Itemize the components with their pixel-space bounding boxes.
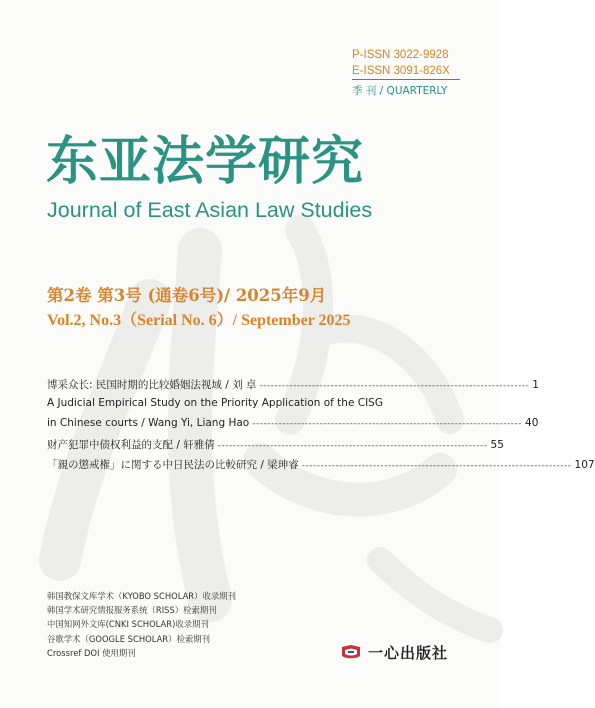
indexing-item: 谷歌学术（GOOGLE SCHOLAR）检索期刊 — [47, 633, 210, 644]
publication-frequency: 季 刊 / QUARTERLY — [352, 85, 448, 97]
publisher-name: 一心出版社 — [368, 644, 449, 662]
issn-block — [352, 47, 460, 99]
indexing-item: Crossref DOI 使用期刊 — [47, 647, 136, 658]
print-issn: P-ISSN 3022-9928 — [352, 49, 449, 61]
toc-entry-page: 107 — [574, 459, 595, 471]
toc-entry[interactable] — [47, 457, 595, 477]
toc-entry-page: 40 — [525, 417, 539, 429]
toc-entry[interactable] — [47, 377, 539, 397]
toc-leader-dots: ------------------------------------------------------------------------ — [217, 441, 488, 451]
publisher — [340, 642, 448, 663]
toc-entry-title: 「親の懲戒権」に関する中日民法の比較研究 / 梁珅睿 — [47, 459, 299, 471]
indexing-item: 中国知网外文库(CNKI SCHOLAR)收录期刊 — [47, 619, 209, 630]
indexing-item: 韩国学术研究情报服务系统（RISS）检索期刊 — [47, 605, 217, 616]
toc-entry[interactable] — [47, 417, 539, 437]
electronic-issn: E-ISSN 3091-826X — [352, 65, 450, 77]
journal-title-chinese: 东亚法学研究 — [46, 132, 365, 192]
issue-info-english: Vol.2, No.3（Serial No. 6）/ September 2025 — [47, 312, 351, 329]
journal-title-english: Journal of East Asian Law Studies — [47, 198, 373, 222]
toc-entry-page: 55 — [490, 439, 504, 451]
toc-entry-title-line1[interactable]: A Judicial Empirical Study on the Priority Application of the CISG — [47, 397, 383, 409]
toc-leader-dots: ------------------------------------------------------------------------ — [259, 381, 530, 391]
indexing-item: 韩国教保文库学术（KYOBO SCHOLAR）收录期刊 — [47, 591, 237, 601]
issn-divider — [352, 79, 460, 80]
issue-info-chinese: 第2卷 第3号 (通卷6号)/ 2025年9月 — [47, 286, 327, 305]
table-of-contents — [47, 377, 595, 477]
toc-entry-title: 财产犯罪中债权利益的支配 / 轩雅倩 — [47, 439, 215, 451]
toc-entry[interactable] — [47, 437, 504, 457]
toc-entry-title: in Chinese courts / Wang Yi, Liang Hao — [47, 417, 250, 429]
publisher-logo-icon — [340, 644, 362, 662]
toc-entry-page: 1 — [532, 379, 539, 391]
indexing-list — [47, 589, 236, 660]
toc-leader-dots: ------------------------------------------------------------------------ — [252, 419, 523, 429]
toc-leader-dots: ------------------------------------------------------------------------ — [301, 461, 572, 471]
toc-entry-title: 博采众长: 民国时期的比较婚姻法视域 / 刘 卓 — [47, 379, 257, 391]
